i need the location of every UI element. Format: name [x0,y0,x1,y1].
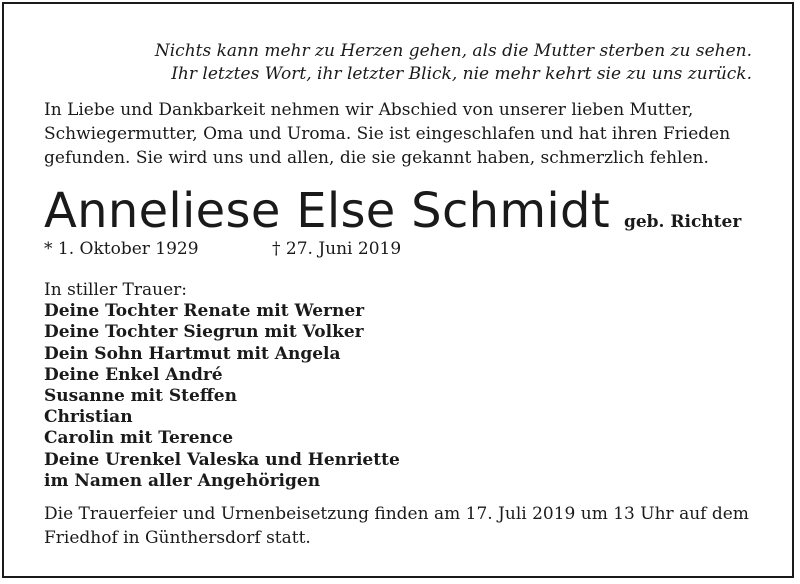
intro-line: gefunden. Sie wird uns und allen, die sie gekannt haben, schmerzlich fehlen. [44,148,709,168]
mourner-item: Susanne mit Steffen [44,386,237,407]
intro-paragraph [44,98,764,170]
poem-line: Ihr letztes Wort, ihr letzter Blick, nie mehr kehrt sie zu uns zurück. [171,64,752,84]
poem [155,40,752,86]
obituary-frame [2,2,794,578]
mourners-section [44,280,400,492]
ceremony-line: Friedhof in Günthersdorf statt. [44,528,311,548]
mourner-item: Deine Tochter Siegrun mit Volker [44,322,364,343]
mourners-heading: In stiller Trauer: [44,280,187,300]
mourner-item: Christian [44,407,133,428]
mourner-item: Deine Tochter Renate mit Werner [44,301,365,322]
birth-date: * 1. Oktober 1929 [44,239,199,259]
maiden-name: geb. Richter [623,212,742,232]
poem-line: Nichts kann mehr zu Herzen gehen, als die Mutter sterben zu sehen. [154,41,752,61]
deceased-heading [44,182,741,240]
death-date: † 27. Juni 2019 [272,239,402,259]
mourner-item: Deine Enkel André [44,364,223,385]
deceased-name: Anneliese Else Schmidt [44,183,610,239]
intro-line: In Liebe und Dankbarkeit nehmen wir Abschied von unserer lieben Mutter, [44,100,694,120]
ceremony-info [44,502,764,550]
mourner-item: Deine Urenkel Valeska und Henriette [44,449,400,470]
mourner-item: Dein Sohn Hartmut mit Angela [44,343,341,364]
ceremony-line: Die Trauerfeier und Urnenbeisetzung finden am 17. Juli 2019 um 13 Uhr auf dem [44,504,749,524]
mourner-item: Carolin mit Terence [44,428,234,449]
mourner-item: im Namen aller Angehörigen [44,470,321,491]
intro-line: Schwiegermutter, Oma und Uroma. Sie ist eingeschlafen und hat ihren Frieden [44,124,731,144]
life-dates [44,238,402,260]
